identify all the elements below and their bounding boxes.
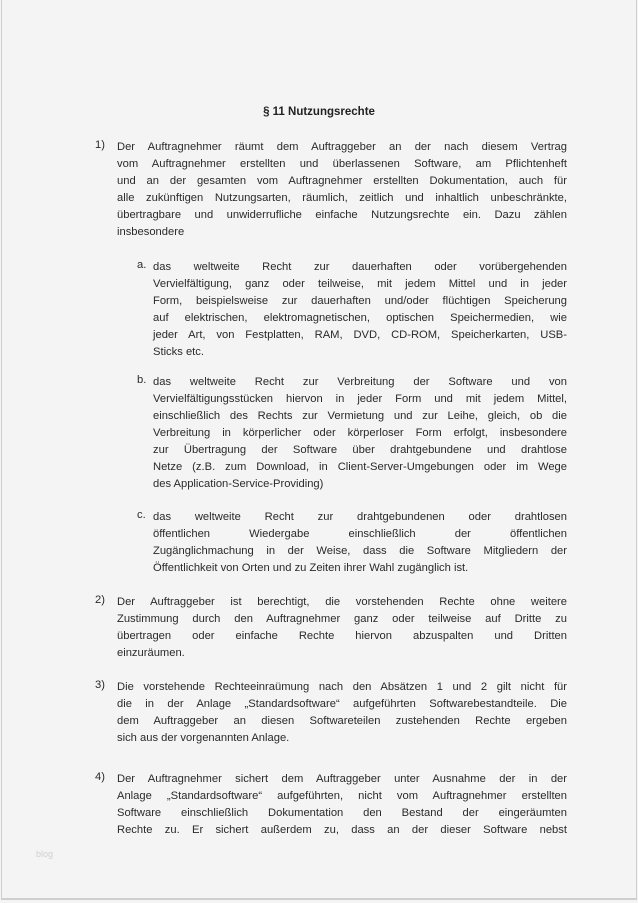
list-letter: c.	[137, 509, 146, 521]
text-line: Software einschließlich Dokumentation den Bestand der eingeräumten	[117, 807, 567, 819]
text-line: Zustimmung durch den Auftragnehmer ganz oder teilweise auf Dritte zu	[117, 613, 567, 625]
paragraph-number: 1)	[95, 139, 105, 151]
text-line: Die vorstehende Rechteeinraümung nach den Absätzen 1 und 2 gilt nicht für	[117, 681, 567, 693]
paragraph-number: 4)	[95, 771, 105, 783]
list-letter: b.	[137, 374, 147, 386]
numbered-paragraph	[95, 139, 567, 241]
text-line: Verbreitung in körperlicher oder körperloser Form erfolgt, insbesondere	[153, 427, 567, 439]
text-line: Der Auftragnehmer räumt dem Auftraggeber an der nach diesem Vertrag	[117, 141, 567, 153]
paragraph-number: 3)	[95, 679, 105, 691]
text-line: jeder Art, von Festplatten, RAM, DVD, CD-ROM, Speicherkarten, USB-	[153, 329, 567, 341]
text-line: vom Auftragnehmer erstellten und überlassenen Software, am Pflichtenheft	[117, 158, 567, 170]
text-line: die in der Anlage „Standardsoftware“ aufgeführten Softwarebestandteile. Die	[117, 698, 567, 710]
text-line: das weltweite Recht zur drahtgebundenen oder drahtlosen	[153, 511, 567, 523]
text-line: öffentlichen Wiedergabe einschließlich der öffentlichen	[153, 528, 567, 540]
text-line: Öffentlichkeit von Orten und zu Zeiten ihrer Wahl zugänglich ist.	[153, 562, 469, 574]
list-letter: a.	[137, 259, 147, 271]
text-line: sich aus der vorgenannten Anlage.	[117, 732, 290, 744]
text-line: und an der gesamten vom Auftragnehmer erstellten Dokumentation, auch für	[117, 175, 567, 187]
numbered-paragraph	[95, 594, 567, 662]
text-line: das weltweite Recht zur dauerhaften oder vorübergehenden	[153, 261, 567, 273]
text-line: zur Übertragung der Software über drahtgebundene und drahtlose	[153, 444, 567, 456]
paragraph-number: 2)	[95, 594, 105, 606]
sub-paragraph	[137, 259, 567, 361]
text-line: einzuräumen.	[117, 647, 185, 659]
text-line: alle zukünftigen Nutzungsarten, räumlich, zeitlich und inhaltlich unbeschränkte,	[117, 192, 567, 204]
text-line: Form, beispielsweise zur dauerhaften und/oder flüchtigen Speicherung	[153, 295, 567, 307]
text-line: Vervielfältigungsstücken hiervon in jeder Form und mit jedem Mittel,	[153, 393, 567, 405]
text-line: insbesondere	[117, 226, 185, 238]
text-line: einschließlich des Rechts zur Vermietung und zur Leihe, gleich, ob die	[153, 410, 567, 422]
watermark: blog	[36, 849, 54, 859]
text-line: Rechte zu. Er sichert außerdem zu, dass an der dieser Software nebst	[117, 824, 567, 836]
text-line: Netze (z.B. zum Download, in Client-Server-Umgebungen oder im Wege	[153, 461, 567, 473]
text-line: übertragbare und unwiderrufliche einfache Nutzungsrechte ein. Dazu zählen	[117, 209, 567, 221]
numbered-paragraph	[95, 679, 567, 747]
text-line: das weltweite Recht zur Verbreitung der Software und von	[153, 376, 567, 388]
text-line: Der Auftragnehmer sichert dem Auftraggeber unter Ausnahme der in der	[117, 773, 567, 785]
sub-paragraph	[137, 509, 567, 577]
text-line: des Application-Service-Providing)	[153, 478, 324, 490]
numbered-paragraph	[95, 771, 567, 839]
text-line: Sticks etc.	[153, 346, 204, 358]
text-line: Der Auftraggeber ist berechtigt, die vorstehenden Rechte ohne weitere	[117, 596, 567, 608]
sub-paragraph	[137, 374, 567, 493]
text-line: Zugänglichmachung in der Weise, dass die Software Mitgliedern der	[153, 545, 567, 557]
text-line: Anlage „Standardsoftware“ aufgeführten, nicht vom Auftragnehmer erstellten	[117, 790, 567, 802]
text-line: übertragen oder einfache Rechte hiervon abzuspalten und Dritten	[117, 630, 567, 642]
text-line: auf elektrischen, elektromagnetischen, optischen Speichermedien, wie	[153, 312, 567, 324]
text-line: dem Auftraggeber an diesen Softwareteilen zustehenden Rechte ergeben	[117, 715, 567, 727]
section-title: § 11 Nutzungsrechte	[263, 106, 375, 118]
text-line: Vervielfältigung, ganz oder teilweise, mit jedem Mittel und in jeder	[153, 278, 567, 290]
